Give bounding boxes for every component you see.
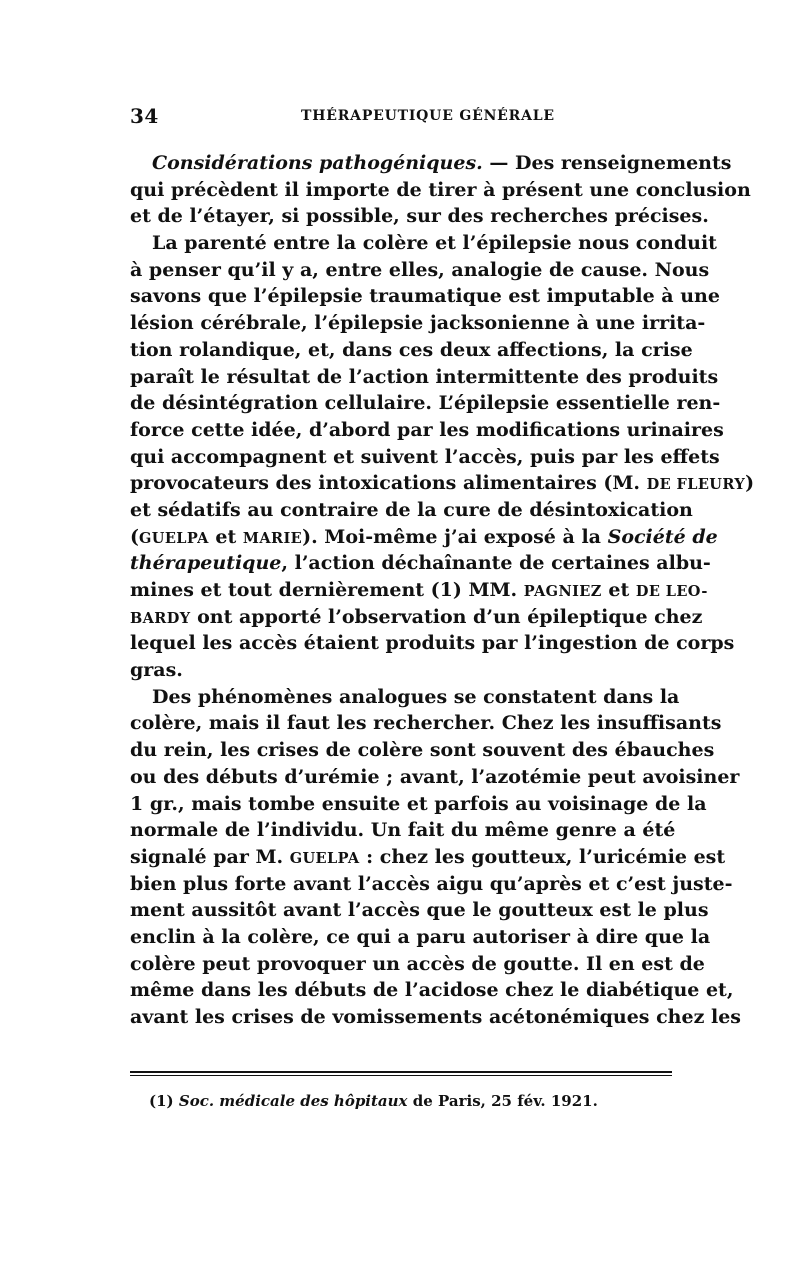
text-line: du rein, les crises de colère sont souvent des ébauches (130, 739, 715, 762)
text-line: bien plus forte avant l’accès aigu qu’après et c’est juste- (130, 872, 733, 895)
text-line: force cette idée, d’abord par les modifications urinaires (130, 418, 724, 441)
text-line: thérapeutique, l’action déchaînante de certaines albu- (130, 552, 711, 575)
page-number: 34 (130, 104, 159, 128)
text-line: ou des débuts d’urémie ; avant, l’azotémie peut avoisiner (130, 765, 740, 788)
text-line: colère peut provoquer un accès de goutte. Il en est de (130, 952, 705, 975)
text-line: signalé par M. GUELPA : chez les goutteux, l’uricémie est (130, 845, 726, 868)
footnote-divider (130, 1071, 672, 1073)
text-line: 1 gr., mais tombe ensuite et parfois au voisinage de la (130, 792, 707, 815)
text-line: colère, mais il faut les rechercher. Chez les insuffisants (130, 712, 722, 735)
text-line: (GUELPA et MARIE). Moi-même j’ai exposé à la Société de (130, 525, 718, 548)
text-line: Considérations pathogéniques. — Des renseignements (152, 152, 732, 174)
text-line: qui précèdent il importe de tirer à présent une conclusion (130, 178, 751, 201)
footnote (149, 1092, 598, 1110)
text-line: Des phénomènes analogues se constatent dans la (152, 685, 680, 708)
running-title: THÉRAPEUTIQUE GÉNÉRALE (301, 108, 555, 124)
text-line: tion rolandique, et, dans ces deux affections, la crise (130, 338, 693, 361)
text-line: avant les crises de vomissements acétonémiques chez les (130, 1006, 741, 1028)
text-line: même dans les débuts de l’acidose chez le diabétique et, (130, 979, 734, 1002)
text-line: à penser qu’il y a, entre elles, analogie de cause. Nous (130, 258, 710, 281)
footnote-source: Soc. médicale des hôpitaux (178, 1092, 408, 1110)
text-line: gras. (130, 659, 183, 682)
main-text (130, 150, 755, 1031)
text-line: qui accompagnent et suivent l’accès, puis par les effets (130, 445, 720, 468)
text-line: provocateurs des intoxications alimentaires (M. DE FLEURY) (130, 472, 755, 495)
footnote-place: de Paris, (412, 1092, 486, 1110)
text-line: lequel les accès étaient produits par l’ingestion de corps (130, 632, 735, 655)
text-line: La parenté entre la colère et l’épilepsie nous conduit (152, 232, 717, 255)
text-line: et de l’étayer, si possible, sur des recherches précises. (130, 205, 709, 228)
text-line: ment aussitôt avant l’accès que le goutteux est le plus (130, 899, 709, 922)
text-line: lésion cérébrale, l’épilepsie jacksonienne à une irrita- (130, 312, 706, 335)
text-line: normale de l’individu. Un fait du même genre a été (130, 819, 676, 842)
text-line: de désintégration cellulaire. L’épilepsie essentielle ren- (130, 392, 721, 415)
text-line: et sédatifs au contraire de la cure de désintoxication (130, 498, 693, 521)
text-line: enclin à la colère, ce qui a paru autoriser à dire que la (130, 925, 711, 948)
text-line: BARDY ont apporté l’observation d’un épileptique chez (130, 605, 703, 628)
footnote-marker: (1) (149, 1092, 174, 1110)
text-line: mines et tout dernièrement (1) MM. PAGNIEZ et DE LEO- (130, 579, 708, 601)
text-line: savons que l’épilepsie traumatique est imputable à une (130, 285, 720, 308)
footnote-date: 25 fév. 1921. (491, 1092, 598, 1110)
text-line: paraît le résultat de l’action intermittente des produits (130, 365, 719, 388)
